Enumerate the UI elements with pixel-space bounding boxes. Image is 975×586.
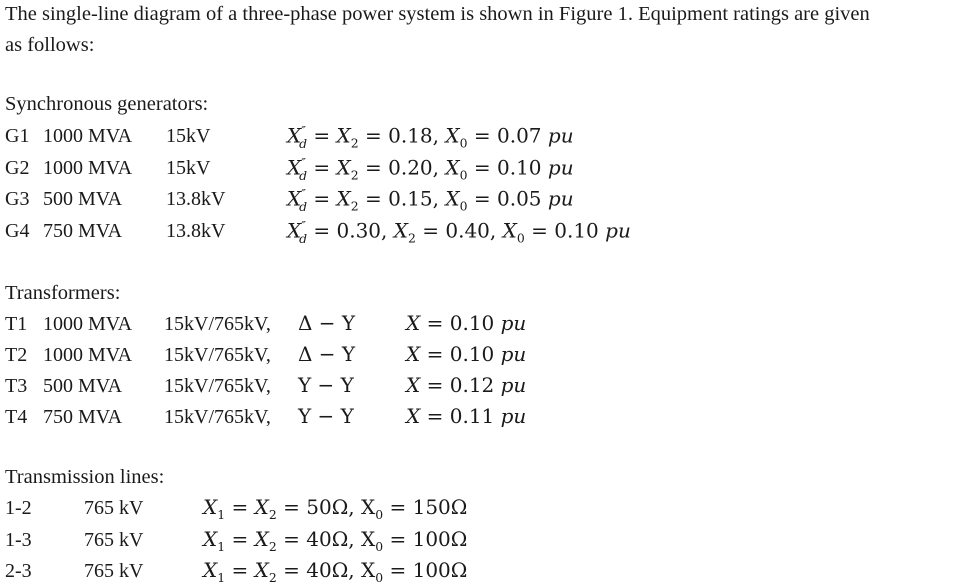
- unit: pu: [547, 155, 574, 180]
- line-reactance: $X_1 = X_2 = 40\Omega$, $X_0 = 100\Omega$: [203, 527, 468, 554]
- generator-voltage: 15kV: [166, 157, 211, 179]
- unit: pu: [500, 311, 527, 335]
- x1-value: 50Ω: [306, 495, 349, 519]
- intro-line-1: The single-line diagram of a three-phase power system is shown in Figure 1. Equipment ratings are given: [5, 3, 870, 25]
- transformer-connection: Δ − Y: [298, 311, 356, 335]
- unit: pu: [500, 373, 527, 397]
- generator-voltage: 13.8kV: [166, 188, 226, 210]
- x0-value: 0.05: [497, 186, 542, 211]
- generator-rating: 750 MVA: [43, 220, 123, 242]
- generators-heading: Synchronous generators:: [5, 93, 209, 115]
- x-value: 0.10: [449, 342, 495, 366]
- x0-value: 100Ω: [412, 527, 468, 551]
- line-reactance: $X_1 = X_2 = 40\Omega$, $X_0 = 100\Omega$: [203, 558, 468, 585]
- transformer-voltage: 15kV/765kV,: [164, 406, 271, 428]
- transformer-connection: Y − Y: [298, 404, 354, 428]
- lines-heading: Transmission lines:: [5, 466, 165, 488]
- x0-value: 0.10: [554, 218, 599, 243]
- line-voltage: 765 kV: [84, 529, 144, 551]
- transformer-rating: 1000 MVA: [43, 313, 133, 335]
- generator-reactance: $X''_d = X_2 = 0.18$, $X_0 = 0.07$ pu: [287, 123, 574, 151]
- transformer-reactance: X = 0.12 pu: [406, 373, 527, 397]
- generator-reactance: $X''_d = X_2 = 0.15$, $X_0 = 0.05$ pu: [287, 186, 574, 214]
- unit: pu: [547, 186, 574, 211]
- transformer-rating: 750 MVA: [43, 406, 123, 428]
- unit: pu: [547, 123, 574, 148]
- unit: pu: [500, 404, 527, 428]
- transformer-connection: Δ − Y: [298, 342, 356, 366]
- line-id: 2-3: [5, 560, 32, 582]
- x2-value: 0.20: [388, 155, 433, 180]
- x0-value: 150Ω: [412, 495, 468, 519]
- x1-value: 40Ω: [306, 527, 349, 551]
- generator-rating: 500 MVA: [43, 188, 123, 210]
- transformers-heading: Transformers:: [5, 282, 121, 304]
- xd-value: 0.30: [336, 218, 382, 243]
- x-value: 0.10: [449, 311, 495, 335]
- transformer-connection: Y − Y: [298, 373, 354, 397]
- x2-value: 0.15: [388, 186, 433, 211]
- x-value: 0.12: [449, 373, 495, 397]
- line-id: 1-2: [5, 497, 32, 519]
- transformer-reactance: X = 0.11 pu: [406, 404, 527, 428]
- line-voltage: 765 kV: [84, 497, 144, 519]
- transformer-id: T1: [5, 313, 28, 335]
- transformer-reactance: X = 0.10 pu: [406, 311, 527, 335]
- transformer-id: T2: [5, 344, 28, 366]
- generator-id: G2: [5, 157, 30, 179]
- line-id: 1-3: [5, 529, 32, 551]
- transformer-reactance: X = 0.10 pu: [406, 342, 527, 366]
- x1-value: 40Ω: [306, 558, 349, 582]
- x0-value: 0.10: [497, 155, 542, 180]
- generator-reactance: $X''_d = 0.30$, $X_2 = 0.40$, $X_0 = 0.10$ pu: [287, 218, 631, 246]
- generator-id: G4: [5, 220, 30, 242]
- transformer-id: T3: [5, 375, 28, 397]
- transformer-rating: 500 MVA: [43, 375, 123, 397]
- intro-line-2: as follows:: [5, 34, 95, 56]
- x0-value: 0.07: [497, 123, 542, 148]
- x-value: 0.11: [449, 404, 495, 428]
- x0-value: 100Ω: [412, 558, 468, 582]
- unit: pu: [605, 218, 631, 243]
- transformer-voltage: 15kV/765kV,: [164, 375, 271, 397]
- x2-value: 0.40: [445, 218, 490, 243]
- transformer-voltage: 15kV/765kV,: [164, 344, 271, 366]
- x2-value: 0.18: [388, 123, 433, 148]
- generator-id: G1: [5, 125, 30, 147]
- generator-rating: 1000 MVA: [43, 157, 133, 179]
- generator-rating: 1000 MVA: [43, 125, 133, 147]
- generator-reactance: $X''_d = X_2 = 0.20$, $X_0 = 0.10$ pu: [287, 155, 574, 183]
- generator-id: G3: [5, 188, 30, 210]
- transformer-rating: 1000 MVA: [43, 344, 133, 366]
- generator-voltage: 15kV: [166, 125, 211, 147]
- transformer-voltage: 15kV/765kV,: [164, 313, 271, 335]
- line-reactance: $X_1 = X_2 = 50\Omega$, $X_0 = 150\Omega$: [203, 495, 468, 522]
- generator-voltage: 13.8kV: [166, 220, 226, 242]
- line-voltage: 765 kV: [84, 560, 144, 582]
- transformer-id: T4: [5, 406, 28, 428]
- unit: pu: [500, 342, 527, 366]
